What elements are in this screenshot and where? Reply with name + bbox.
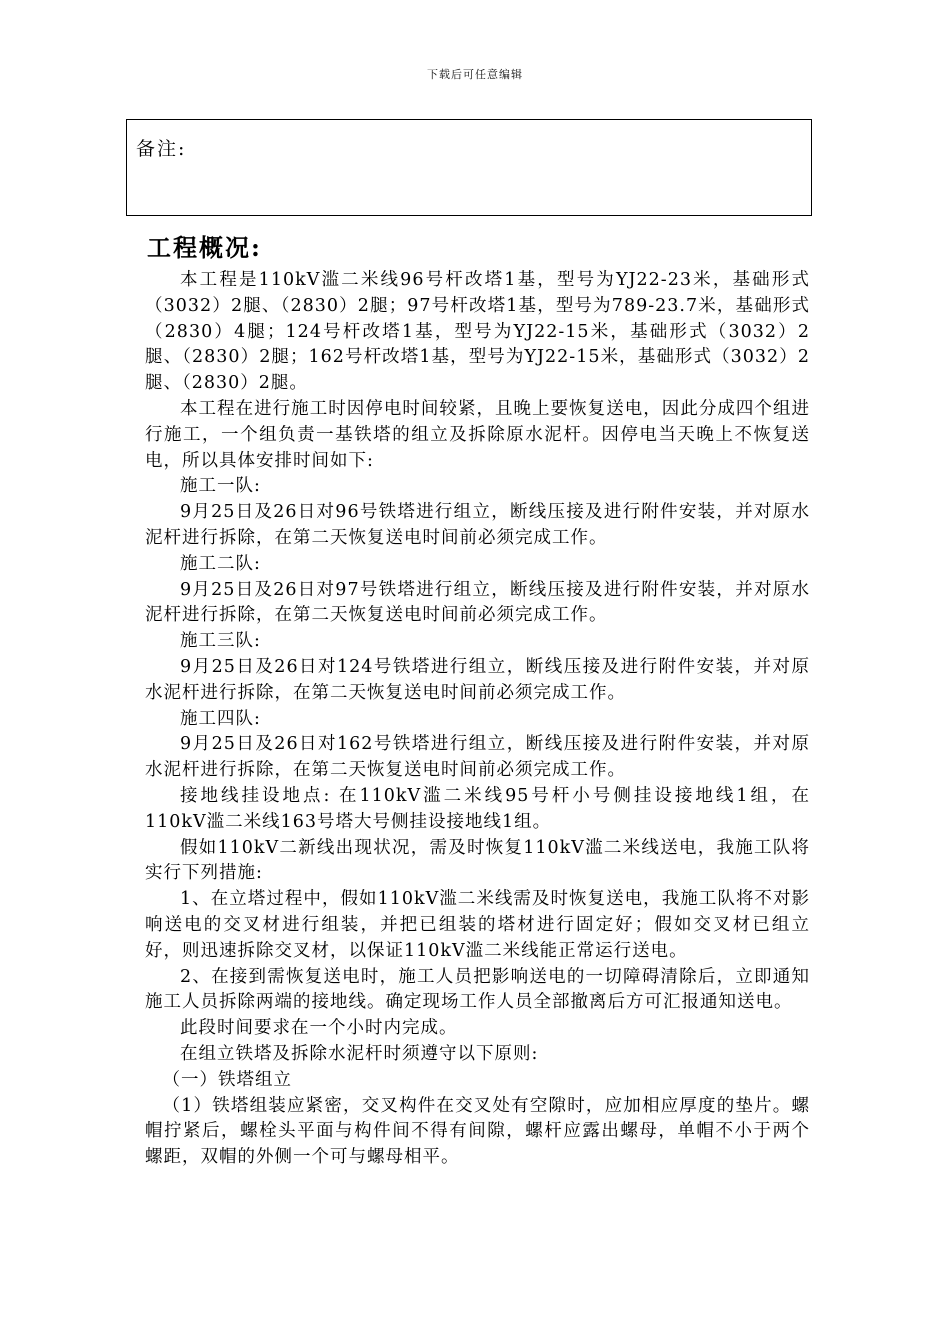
- team-1-heading: 施工一队:: [180, 476, 261, 497]
- page-header: 下载后可任意编辑: [427, 68, 523, 81]
- body-text: [145, 268, 810, 1171]
- paragraph-contingency-intro: 假如110kV二新线出现状况，需及时恢复110kV滥二米线送电，我施工队将实行下列措施:: [145, 837, 810, 884]
- team-3-task: 9月25日及26日对124号铁塔进行组立，断线压接及进行附件安装，并对原水泥杆进行拆除，在第二天恢复送电时间前必须完成工作。: [145, 656, 810, 703]
- team-2-task: 9月25日及26日对97号铁塔进行组立，断线压接及进行附件安装，并对原水泥杆进行拆除，在第二天恢复送电时间前必须完成工作。: [145, 579, 810, 626]
- paragraph-schedule-intro: 本工程在进行施工时因停电时间较紧，且晚上要恢复送电，因此分成四个组进行施工，一个组负责一基铁塔的组立及拆除原水泥杆。因停电当天晚上不恢复送电，所以具体安排时间如下:: [145, 398, 810, 471]
- measure-1: 1、在立塔过程中，假如110kV滥二米线需及时恢复送电，我施工队将不对影响送电的交叉材进行组装，并把已组装的塔材进行固定好；假如交叉材已组立好，则迅速拆除交叉材，以保证110kV滥二米线能正常运行送电。: [145, 889, 810, 961]
- paragraph-principles-intro: 在组立铁塔及拆除水泥杆时须遵守以下原则:: [180, 1043, 539, 1064]
- team-4-heading: 施工四队:: [180, 708, 261, 729]
- team-4-task: 9月25日及26日对162号铁塔进行组立，断线压接及进行附件安装，并对原水泥杆进行拆除，在第二天恢复送电时间前必须完成工作。: [145, 734, 810, 781]
- measure-2: 2、在接到需恢复送电时，施工人员把影响送电的一切障碍清除后，立即通知施工人员拆除两端的接地线。确定现场工作人员全部撤离后方可汇报通知送电。: [145, 966, 810, 1013]
- section-title: 工程概况:: [147, 233, 262, 262]
- paragraph-grounding-location: 接地线挂设地点: 在110kV滥二米线95号杆小号侧挂设接地线1组，在110kV滥二米线163号塔大号侧挂设接地线1组。: [145, 785, 810, 832]
- remarks-box: [126, 119, 812, 216]
- rule-1: （1）铁塔组装应紧密，交叉构件在交叉处有空隙时，应加相应厚度的垫片。螺帽拧紧后，螺栓头平面与构件间不得有间隙，螺杆应露出螺母，单帽不小于两个螺距，双帽的外侧一个可与螺母相平。: [145, 1095, 810, 1168]
- team-2-heading: 施工二队:: [180, 553, 261, 574]
- team-3-heading: 施工三队:: [180, 631, 261, 652]
- remarks-label: 备注:: [136, 138, 187, 160]
- paragraph-project-overview: 本工程是110kV滥二米线96号杆改塔1基，型号为YJ22-23米，基础形式（3032）2腿、（2830）2腿；97号杆改塔1基，型号为789-23.7米，基础形式（2830）4腿；124号杆改塔1基，型号为YJ22-15米，基础形式（3032）2腿、（2830）2腿；162号杆改塔1基，型号为YJ22-15米，基础形式（3032）2腿、（2830）2腿。: [145, 270, 810, 394]
- subheading-tower-erection: （一）铁塔组立: [162, 1069, 292, 1090]
- paragraph-time-requirement: 此段时间要求在一个小时内完成。: [180, 1018, 458, 1039]
- team-1-task: 9月25日及26日对96号铁塔进行组立，断线压接及进行附件安装，并对原水泥杆进行拆除，在第二天恢复送电时间前必须完成工作。: [145, 502, 810, 548]
